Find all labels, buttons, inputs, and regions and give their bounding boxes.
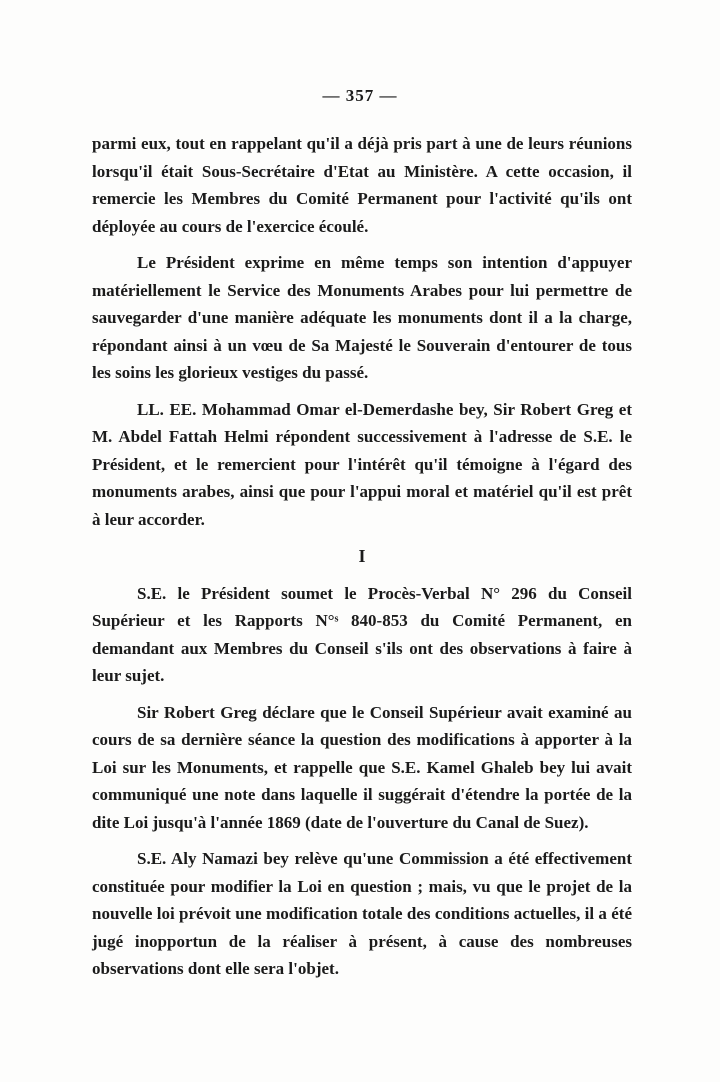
paragraph: S.E. Aly Namazi bey relève qu'une Commission a été effectivement constituée pour modifier la Loi en question ; mais, vu que le projet de la nouvelle loi prévoit une modification totale des conditions actuelles, il a été jugé inopportun de la réaliser à présent, à cause des nombreuses observations dont elle sera l'objet. bbox=[92, 849, 632, 978]
page-number: — 357 — bbox=[322, 86, 398, 105]
paragraph: LL. EE. Mohammad Omar el-Demerdashe bey, Sir Robert Greg et M. Abdel Fattah Helmi répondent successivement à l'adresse de S.E. le Président, et le remercient pour l'intérêt qu'il témoigne à l'égard des monuments arabes, ainsi que pour l'appui moral et matériel qu'il est prêt à leur accorder. bbox=[92, 399, 632, 529]
paragraph: Sir Robert Greg déclare que le Conseil Supérieur avait examiné au cours de sa dernière séance la question des modifications à apporter à la Loi sur les Monuments, et rappelle que S.E. Kamel Ghaleb bey lui avait communiqué une note dans laquelle il suggérait d'étendre la portée de la dite Loi jusqu'à l'année 1869 (date de l'ouverture du Canal de Suez). bbox=[92, 702, 632, 832]
section-heading: I bbox=[358, 546, 366, 566]
paragraph: Le Président exprime en même temps son intention d'appuyer matériellement le Service des Monuments Arabes pour lui permettre de sauvegarder d'une manière adéquate les monuments dont il a la charge, répondant ainsi à un vœu de Sa Majesté le Souverain d'entourer de tous les soins les glorieux vestiges du passé. bbox=[92, 253, 632, 382]
paragraph: S.E. le Président soumet le Procès-Verbal N° 296 du Conseil Supérieur et les Rapports N°ˢ 840-853 du Comité Permanent, en demandant aux Membres du Conseil s'ils ont des observations à faire à leur sujet. bbox=[92, 583, 632, 685]
paragraph-continuation: parmi eux, tout en rappelant qu'il a déjà pris part à une de leurs réunions lorsqu'il était Sous-Secrétaire d'Etat au Ministère. A cette occasion, il remercie les Membres du Comité Permanent pour l'activité qu'ils ont déployée au cours de l'exercice écoulé. bbox=[92, 134, 632, 236]
text-block bbox=[92, 130, 632, 983]
